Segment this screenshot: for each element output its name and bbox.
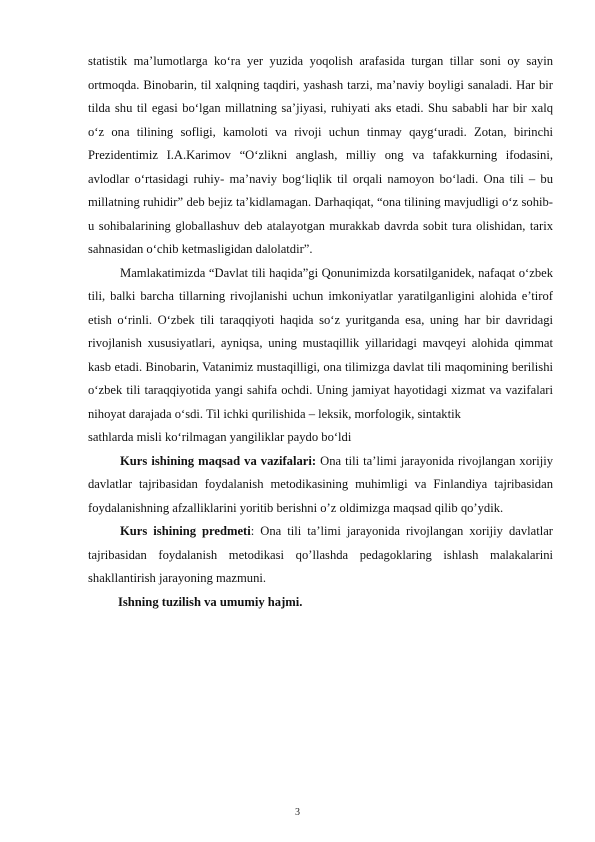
document-page [88,50,553,614]
course-goals-label: Kurs ishining maqsad va vazifalari: [120,453,317,468]
paragraph-course-goals [88,450,553,521]
course-subject-label: Kurs ishining predmeti [120,524,251,538]
course-subject-text: : Ona tili ta’limi jarayonida rivojlangan xorijiy davlatlar tajribasidan foydalanish metodikasi qo’llashda pedagoklaring ishlash malakalarini shakllantirish jarayoning mazmuni. [88,524,553,585]
paragraph-continuation: sathlarda misli ko‘rilmagan yangiliklar paydo bo‘ldi [88,430,352,444]
section-heading-structure: Ishning tuzilish va umumiy hajmi. [118,594,303,609]
course-goals-text: Ona tili ta’limi jarayonida rivojlangan xorijiy davlatlar tajribasidan foydalanish metodikasining muhimligi va Finlandiya tajribasidan foydalanishning afzalliklarini yoritib berishni o’z oldimizga maqsad qilib qo’ydik. [88,453,553,515]
page-number: 3 [295,807,300,818]
paragraph-state-language: Mamlakatimizda “Davlat tili haqida”gi Qonunimizda korsatilganidek, nafaqat o‘zbek tili, balki barcha tillarning rivojlanishi uchun imkoniyatlar yaratilganligini alohida e’tirof etish o‘rinli. O‘zbek tili taraqqiyoti haqida so‘z yuritganda esa, uning har bir davridagi rivojlanish xususiyatlari, ayniqsa, uning mustaqillik yillaridagi mavqeyi alohida qimmat kasb etadi. Binobarin, Vatanimiz mustaqilligi, ona tilimizga davlat tili maqomining berilishi o‘zbek tili taraqqiyotida yangi sahifa ochdi. Uning jamiyat hayotidagi xizmat va vazifalari nihoyat darajada o‘sdi. Til ichki qurilishida – leksik, morfologik, sintaktik [88,265,553,421]
paragraph-course-subject [88,520,553,591]
paragraph-language-preservation: statistik ma’lumotlarga ko‘ra yer yuzida yoqolish arafasida turgan tillar soni oy sayin ortmoqda. Binobarin, til xalqning taqdiri, yashash tarzi, ma’naviy boyligi sanaladi. Har bir tilda shu til egasi bo‘lgan millatning sa’jiyasi, ruhiyati aks etadi. Shu sababli har bir xalq o‘z ona tilining sofligi, kamoloti va rivoji uchun tinmay qayg‘uradi. Zotan, birinchi Prezidentimiz I.A.Karimov “O‘zlikni anglash, milliy ong va tafakkurning ifodasini, avlodlar o‘rtasidagi ruhiy- ma’naviy bog‘liqlik til orqali namoyon bo‘ladi. Ona tili – bu millatning ruhidir” deb bejiz ta’kidlamagan. Darhaqiqat, “ona tilining mavjudligi o‘z sohib-u sohibalarining globallashuv deb atalayotgan murakkab davrda sobit tura olishidan, tarix sahnasidan o‘chib ketmasligidan dalolatdir”. [88,54,553,256]
